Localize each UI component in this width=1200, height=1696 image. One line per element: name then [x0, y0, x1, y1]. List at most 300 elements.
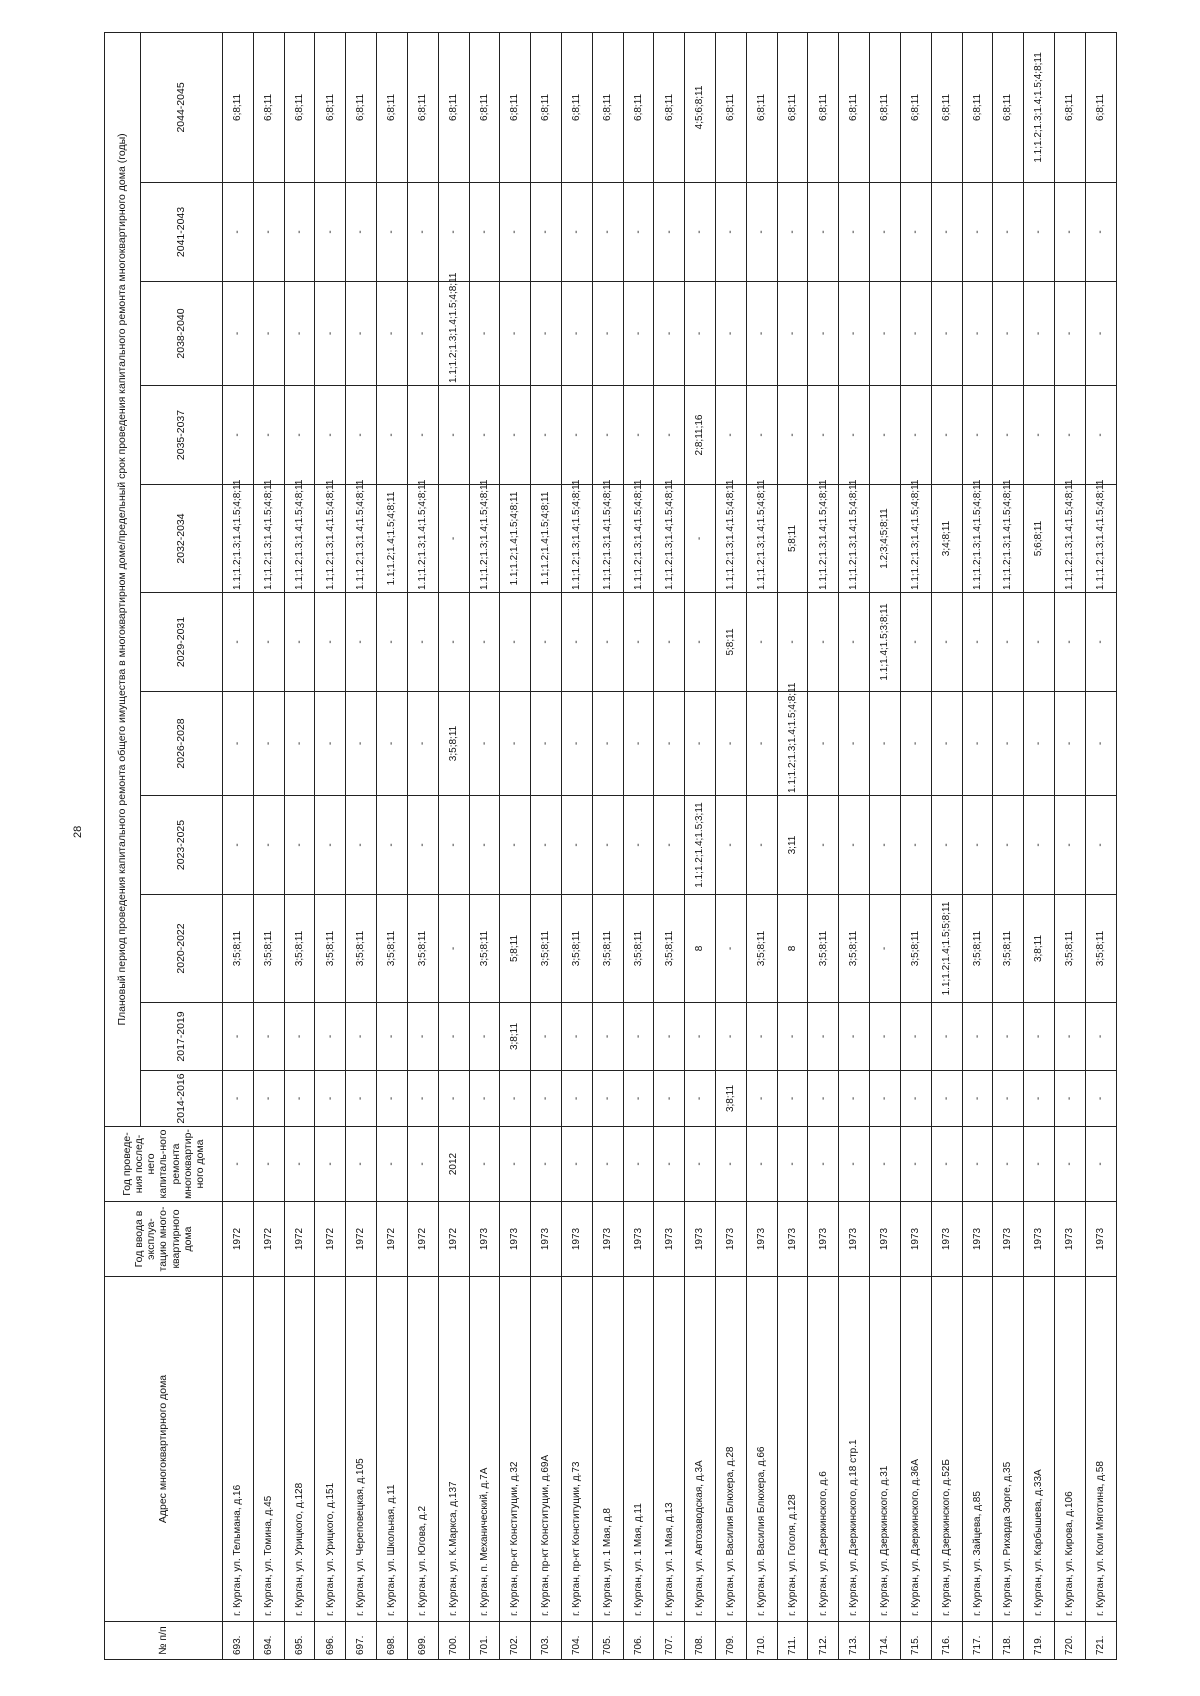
cell-period: -: [1024, 1003, 1055, 1071]
cell-last-repair: -: [746, 1127, 777, 1202]
cell-period: 3;5;8;11: [962, 895, 993, 1003]
cell-last-repair: -: [654, 1127, 685, 1202]
cell-period: 3;5;8;11: [1054, 895, 1085, 1003]
cell-period: -: [377, 386, 408, 485]
cell-period: 1.1;1.2;1.4;1.5;4;8;11: [377, 485, 408, 593]
cell-period: -: [284, 593, 315, 692]
cell-address: г. Курган, ул. Череповецкая, д.105: [346, 1277, 377, 1622]
cell-period: -: [870, 1071, 901, 1127]
cell-period: -: [253, 183, 284, 282]
cell-year-built: 1973: [900, 1202, 931, 1277]
cell-period: -: [716, 386, 747, 485]
cell-period: -: [870, 282, 901, 386]
cell-period: -: [592, 593, 623, 692]
cell-period: -: [223, 1003, 254, 1071]
cell-period: -: [623, 282, 654, 386]
cell-number: 695.: [284, 1622, 315, 1660]
cell-period: 3;5;8;11: [531, 895, 562, 1003]
cell-address: г. Курган, пр-кт Конституции, д.32: [500, 1277, 531, 1622]
header-period: 2026-2028: [141, 692, 223, 796]
cell-period: 6;8;11: [931, 32, 962, 182]
cell-period: 6;8;11: [746, 32, 777, 182]
cell-period: -: [993, 593, 1024, 692]
cell-period: 1.1;1.2;1.3;1.4;1.5;4;8;11: [900, 485, 931, 593]
cell-period: 6;8;11: [377, 32, 408, 182]
cell-period: -: [561, 386, 592, 485]
cell-address: г. Курган, ул. Югова, д.2: [407, 1277, 438, 1622]
cell-period: -: [870, 895, 901, 1003]
cell-period: -: [223, 386, 254, 485]
table-body: [223, 32, 1117, 1659]
cell-period: -: [1024, 386, 1055, 485]
cell-period: 3;11: [777, 796, 808, 895]
cell-period: -: [315, 796, 346, 895]
cell-number: 715.: [900, 1622, 931, 1660]
cell-period: -: [592, 692, 623, 796]
cell-year-built: 1973: [931, 1202, 962, 1277]
cell-period: -: [377, 692, 408, 796]
cell-period: -: [870, 796, 901, 895]
cell-last-repair: -: [223, 1127, 254, 1202]
cell-period: -: [993, 1071, 1024, 1127]
cell-year-built: 1973: [685, 1202, 716, 1277]
cell-number: 716.: [931, 1622, 962, 1660]
cell-period: -: [808, 183, 839, 282]
cell-period: -: [962, 282, 993, 386]
cell-period: -: [407, 593, 438, 692]
table-row: [223, 32, 254, 1659]
cell-period: 3;5;8;11: [623, 895, 654, 1003]
header-address: Адрес многоквартирного дома: [105, 1277, 223, 1622]
cell-last-repair: -: [469, 1127, 500, 1202]
cell-period: -: [623, 796, 654, 895]
cell-number: 714.: [870, 1622, 901, 1660]
cell-period: -: [685, 183, 716, 282]
cell-period: -: [716, 183, 747, 282]
cell-period: 1.1;1.2;1.3;1.4;1.5;4;8;11: [1024, 32, 1055, 182]
table-row: [438, 32, 469, 1659]
cell-address: г. Курган, ул. Дзержинского, д.36А: [900, 1277, 931, 1622]
header-period: 2044-2045: [141, 32, 223, 182]
rotated-table-container: [104, 32, 1117, 1660]
cell-period: -: [654, 386, 685, 485]
cell-year-built: 1973: [777, 1202, 808, 1277]
cell-period: -: [839, 386, 870, 485]
cell-period: -: [561, 593, 592, 692]
cell-last-repair: -: [1085, 1127, 1116, 1202]
cell-period: -: [654, 593, 685, 692]
cell-period: -: [685, 1003, 716, 1071]
cell-period: -: [346, 692, 377, 796]
cell-period: -: [377, 796, 408, 895]
cell-year-built: 1973: [746, 1202, 777, 1277]
table-row: [654, 32, 685, 1659]
cell-period: 3;5;8;11: [654, 895, 685, 1003]
cell-period: 3;5;8;11: [1085, 895, 1116, 1003]
cell-period: 3;5;8;11: [900, 895, 931, 1003]
cell-period: 1.1;1.2;1.3;1.4;1.5;4;8;11: [777, 692, 808, 796]
cell-period: -: [377, 282, 408, 386]
cell-address: г. Курган, ул. Рихарда Зорге, д.35: [993, 1277, 1024, 1622]
cell-period: 1.1;1.2;1.3;1.4;1.5;4;8;11: [284, 485, 315, 593]
cell-address: г. Курган, ул. 1 Мая, д.11: [623, 1277, 654, 1622]
cell-period: -: [469, 1003, 500, 1071]
cell-period: -: [870, 692, 901, 796]
cell-period: -: [500, 1071, 531, 1127]
cell-period: 1.1;1.4;1.5;3;8;11: [870, 593, 901, 692]
cell-period: -: [315, 386, 346, 485]
cell-number: 712.: [808, 1622, 839, 1660]
cell-period: -: [1054, 183, 1085, 282]
cell-period: -: [962, 386, 993, 485]
cell-period: -: [777, 282, 808, 386]
cell-period: -: [746, 183, 777, 282]
cell-period: -: [438, 593, 469, 692]
cell-period: 8: [777, 895, 808, 1003]
cell-year-built: 1973: [469, 1202, 500, 1277]
cell-period: -: [315, 282, 346, 386]
cell-year-built: 1972: [284, 1202, 315, 1277]
cell-period: -: [746, 1071, 777, 1127]
cell-period: 6;8;11: [407, 32, 438, 182]
cell-period: -: [746, 593, 777, 692]
cell-period: -: [592, 282, 623, 386]
page-number: 28: [72, 825, 84, 838]
table-row: [900, 32, 931, 1659]
cell-period: 6;8;11: [315, 32, 346, 182]
cell-period: -: [1085, 692, 1116, 796]
cell-period: -: [469, 386, 500, 485]
cell-period: -: [931, 692, 962, 796]
cell-period: 3;5;8;11: [808, 895, 839, 1003]
table-row: [716, 32, 747, 1659]
cell-address: г. Курган, ул. Василия Блюхера, д.28: [716, 1277, 747, 1622]
cell-last-repair: -: [777, 1127, 808, 1202]
cell-number: 701.: [469, 1622, 500, 1660]
cell-period: 1.1;1.2;1.3;1.4;1.5;4;8;11: [315, 485, 346, 593]
cell-period: -: [870, 183, 901, 282]
cell-period: -: [962, 593, 993, 692]
cell-period: -: [531, 183, 562, 282]
table-row: [346, 32, 377, 1659]
cell-period: -: [531, 1071, 562, 1127]
cell-number: 709.: [716, 1622, 747, 1660]
cell-period: -: [777, 1071, 808, 1127]
cell-number: 719.: [1024, 1622, 1055, 1660]
cell-period: -: [931, 1003, 962, 1071]
cell-year-built: 1973: [808, 1202, 839, 1277]
cell-period: -: [500, 282, 531, 386]
cell-period: -: [654, 1071, 685, 1127]
cell-year-built: 1972: [346, 1202, 377, 1277]
cell-last-repair: -: [716, 1127, 747, 1202]
cell-period: 6;8;11: [592, 32, 623, 182]
cell-period: -: [223, 692, 254, 796]
cell-period: 6;8;11: [1054, 32, 1085, 182]
cell-period: -: [1085, 593, 1116, 692]
cell-period: -: [284, 796, 315, 895]
header-period: 2038-2040: [141, 282, 223, 386]
cell-period: -: [500, 593, 531, 692]
cell-period: -: [808, 593, 839, 692]
cell-period: 3;5;8;11: [438, 692, 469, 796]
cell-year-built: 1973: [561, 1202, 592, 1277]
cell-period: 6;8;11: [808, 32, 839, 182]
table-row: [931, 32, 962, 1659]
cell-period: -: [561, 796, 592, 895]
cell-period: -: [685, 485, 716, 593]
cell-period: 3;5;8;11: [377, 895, 408, 1003]
cell-period: 6;8;11: [531, 32, 562, 182]
cell-address: г. Курган, ул. Кирова, д.106: [1054, 1277, 1085, 1622]
cell-last-repair: -: [1024, 1127, 1055, 1202]
cell-period: 1.1;1.2;1.3;1.4;1.5;4;8;11: [561, 485, 592, 593]
cell-period: 1.1;1.2;1.4;1.5;3;11: [685, 796, 716, 895]
cell-period: -: [315, 1003, 346, 1071]
cell-period: -: [839, 1071, 870, 1127]
cell-period: -: [685, 282, 716, 386]
cell-last-repair: -: [407, 1127, 438, 1202]
cell-number: 693.: [223, 1622, 254, 1660]
cell-period: 6;8;11: [993, 32, 1024, 182]
cell-period: -: [346, 1071, 377, 1127]
cell-period: 6;8;11: [962, 32, 993, 182]
cell-period: -: [438, 1071, 469, 1127]
cell-number: 711.: [777, 1622, 808, 1660]
cell-period: 1.1;1.2;1.3;1.4;1.5;4;8;11: [746, 485, 777, 593]
cell-period: -: [315, 183, 346, 282]
cell-year-built: 1973: [654, 1202, 685, 1277]
cell-year-built: 1973: [1054, 1202, 1085, 1277]
cell-number: 699.: [407, 1622, 438, 1660]
cell-period: -: [438, 796, 469, 895]
cell-period: 3;4;8;11: [931, 485, 962, 593]
cell-period: 1.1;1.2;1.3;1.4;1.5;4;8;11: [469, 485, 500, 593]
cell-period: -: [654, 692, 685, 796]
cell-period: 6;8;11: [654, 32, 685, 182]
cell-period: 3;5;8;11: [315, 895, 346, 1003]
cell-period: -: [777, 1003, 808, 1071]
cell-address: г. Курган, ул. Коли Мяготина, д.58: [1085, 1277, 1116, 1622]
cell-period: -: [1054, 1003, 1085, 1071]
cell-period: 6;8;11: [346, 32, 377, 182]
cell-period: -: [561, 1071, 592, 1127]
cell-year-built: 1972: [315, 1202, 346, 1277]
cell-period: -: [839, 692, 870, 796]
cell-period: -: [962, 183, 993, 282]
cell-address: г. Курган, ул. Дзержинского, д.6: [808, 1277, 839, 1622]
cell-year-built: 1972: [223, 1202, 254, 1277]
cell-period: -: [993, 386, 1024, 485]
cell-address: г. Курган, ул. Зайцева, д.85: [962, 1277, 993, 1622]
cell-period: -: [716, 895, 747, 1003]
cell-period: -: [746, 1003, 777, 1071]
cell-period: 1.1;1.2;1.3;1.4;1.5;4;8;11: [808, 485, 839, 593]
cell-period: -: [839, 1003, 870, 1071]
cell-address: г. Курган, ул. 1 Мая, д.8: [592, 1277, 623, 1622]
cell-period: 6;8;11: [623, 32, 654, 182]
cell-address: г. Курган, ул. Томина, д.45: [253, 1277, 284, 1622]
cell-last-repair: -: [808, 1127, 839, 1202]
cell-period: -: [808, 692, 839, 796]
cell-period: 1.1;1.2;1.3;1.4;1.5;4;8;11: [1085, 485, 1116, 593]
cell-period: 3;5;8;11: [284, 895, 315, 1003]
cell-period: -: [900, 796, 931, 895]
cell-period: -: [900, 1071, 931, 1127]
table-row: [685, 32, 716, 1659]
cell-period: 6;8;11: [1085, 32, 1116, 182]
table-row: [500, 32, 531, 1659]
cell-last-repair: -: [500, 1127, 531, 1202]
cell-period: 5;8;11: [500, 895, 531, 1003]
cell-period: -: [500, 386, 531, 485]
cell-year-built: 1972: [377, 1202, 408, 1277]
table-row: [623, 32, 654, 1659]
cell-period: -: [746, 386, 777, 485]
table-row: [1054, 32, 1085, 1659]
cell-period: -: [1085, 282, 1116, 386]
cell-number: 697.: [346, 1622, 377, 1660]
cell-period: -: [346, 1003, 377, 1071]
cell-period: -: [1085, 796, 1116, 895]
cell-period: 1.1;1.2;1.3;1.4;1.5;4;8;11: [716, 485, 747, 593]
cell-period: -: [839, 593, 870, 692]
cell-last-repair: -: [1054, 1127, 1085, 1202]
cell-number: 710.: [746, 1622, 777, 1660]
cell-period: -: [623, 1071, 654, 1127]
cell-year-built: 1973: [1085, 1202, 1116, 1277]
cell-period: -: [469, 796, 500, 895]
cell-period: -: [407, 1071, 438, 1127]
cell-period: -: [253, 1071, 284, 1127]
cell-period: 1.2;3;4;5;8;11: [870, 485, 901, 593]
cell-period: -: [931, 183, 962, 282]
cell-address: г. Курган, ул. Урицкого, д.151: [315, 1277, 346, 1622]
cell-period: -: [531, 282, 562, 386]
cell-period: 3;8;11: [1024, 895, 1055, 1003]
cell-period: -: [284, 282, 315, 386]
cell-period: -: [561, 183, 592, 282]
cell-period: 1.1;1.2;1.4;1.5;4;8;11: [500, 485, 531, 593]
cell-address: г. Курган, ул. Школьная, д.11: [377, 1277, 408, 1622]
cell-period: -: [808, 386, 839, 485]
cell-period: 3;5;8;11: [346, 895, 377, 1003]
cell-period: 3;5;8;11: [746, 895, 777, 1003]
cell-period: -: [561, 1003, 592, 1071]
cell-period: -: [500, 796, 531, 895]
cell-number: 707.: [654, 1622, 685, 1660]
cell-period: 5;8;11: [777, 485, 808, 593]
cell-period: -: [469, 593, 500, 692]
cell-year-built: 1973: [592, 1202, 623, 1277]
cell-period: 1.1;1.2;1.3;1.4;1.5;4;8;11: [592, 485, 623, 593]
cell-period: -: [716, 796, 747, 895]
cell-period: 3;5;8;11: [993, 895, 1024, 1003]
cell-period: 6;8;11: [716, 32, 747, 182]
cell-period: -: [315, 1071, 346, 1127]
cell-period: -: [469, 692, 500, 796]
cell-number: 700.: [438, 1622, 469, 1660]
cell-period: 3;5;8;11: [407, 895, 438, 1003]
cell-number: 718.: [993, 1622, 1024, 1660]
cell-period: -: [962, 796, 993, 895]
cell-period: 3;5;8;11: [223, 895, 254, 1003]
cell-period: -: [993, 183, 1024, 282]
cell-period: -: [716, 692, 747, 796]
cell-period: -: [438, 386, 469, 485]
cell-address: г. Курган, ул. Дзержинского, д.18 стр.1: [839, 1277, 870, 1622]
cell-period: -: [592, 183, 623, 282]
cell-number: 702.: [500, 1622, 531, 1660]
cell-period: -: [561, 282, 592, 386]
cell-address: г. Курган, ул. 1 Мая, д.13: [654, 1277, 685, 1622]
cell-address: г. Курган, ул. Дзержинского, д.31: [870, 1277, 901, 1622]
cell-period: -: [685, 692, 716, 796]
cell-period: 6;8;11: [500, 32, 531, 182]
cell-period: 1.1;1.2;1.3;1.4;1.5;4;8;11: [346, 485, 377, 593]
cell-year-built: 1973: [839, 1202, 870, 1277]
cell-period: -: [685, 593, 716, 692]
cell-period: -: [500, 183, 531, 282]
cell-period: -: [469, 183, 500, 282]
cell-period: -: [223, 796, 254, 895]
table-row: [561, 32, 592, 1659]
cell-number: 720.: [1054, 1622, 1085, 1660]
cell-year-built: 1973: [870, 1202, 901, 1277]
cell-period: -: [993, 796, 1024, 895]
cell-period: -: [1085, 386, 1116, 485]
cell-period: -: [592, 1071, 623, 1127]
cell-period: -: [623, 1003, 654, 1071]
cell-period: -: [531, 1003, 562, 1071]
header-period: 2020-2022: [141, 895, 223, 1003]
cell-period: -: [346, 282, 377, 386]
cell-period: -: [839, 282, 870, 386]
cell-period: -: [654, 282, 685, 386]
cell-period: -: [900, 282, 931, 386]
cell-period: -: [284, 386, 315, 485]
cell-period: 3;5;8;11: [561, 895, 592, 1003]
cell-period: -: [746, 796, 777, 895]
cell-period: -: [931, 386, 962, 485]
table-row: [839, 32, 870, 1659]
table-row: [808, 32, 839, 1659]
cell-period: 3;5;8;11: [253, 895, 284, 1003]
cell-period: 3;5;8;11: [839, 895, 870, 1003]
cell-period: -: [438, 485, 469, 593]
table-row: [531, 32, 562, 1659]
cell-last-repair: -: [284, 1127, 315, 1202]
table-row: [253, 32, 284, 1659]
cell-number: 717.: [962, 1622, 993, 1660]
table-row: [870, 32, 901, 1659]
cell-period: -: [808, 1003, 839, 1071]
cell-period: -: [284, 1071, 315, 1127]
cell-period: -: [377, 593, 408, 692]
cell-period: -: [438, 1003, 469, 1071]
cell-period: -: [531, 386, 562, 485]
cell-number: 694.: [253, 1622, 284, 1660]
cell-number: 705.: [592, 1622, 623, 1660]
cell-period: 6;8;11: [870, 32, 901, 182]
cell-period: -: [1024, 692, 1055, 796]
cell-period: -: [346, 593, 377, 692]
cell-period: -: [900, 692, 931, 796]
cell-last-repair: -: [900, 1127, 931, 1202]
cell-period: -: [716, 1003, 747, 1071]
cell-last-repair: -: [623, 1127, 654, 1202]
cell-period: -: [777, 593, 808, 692]
